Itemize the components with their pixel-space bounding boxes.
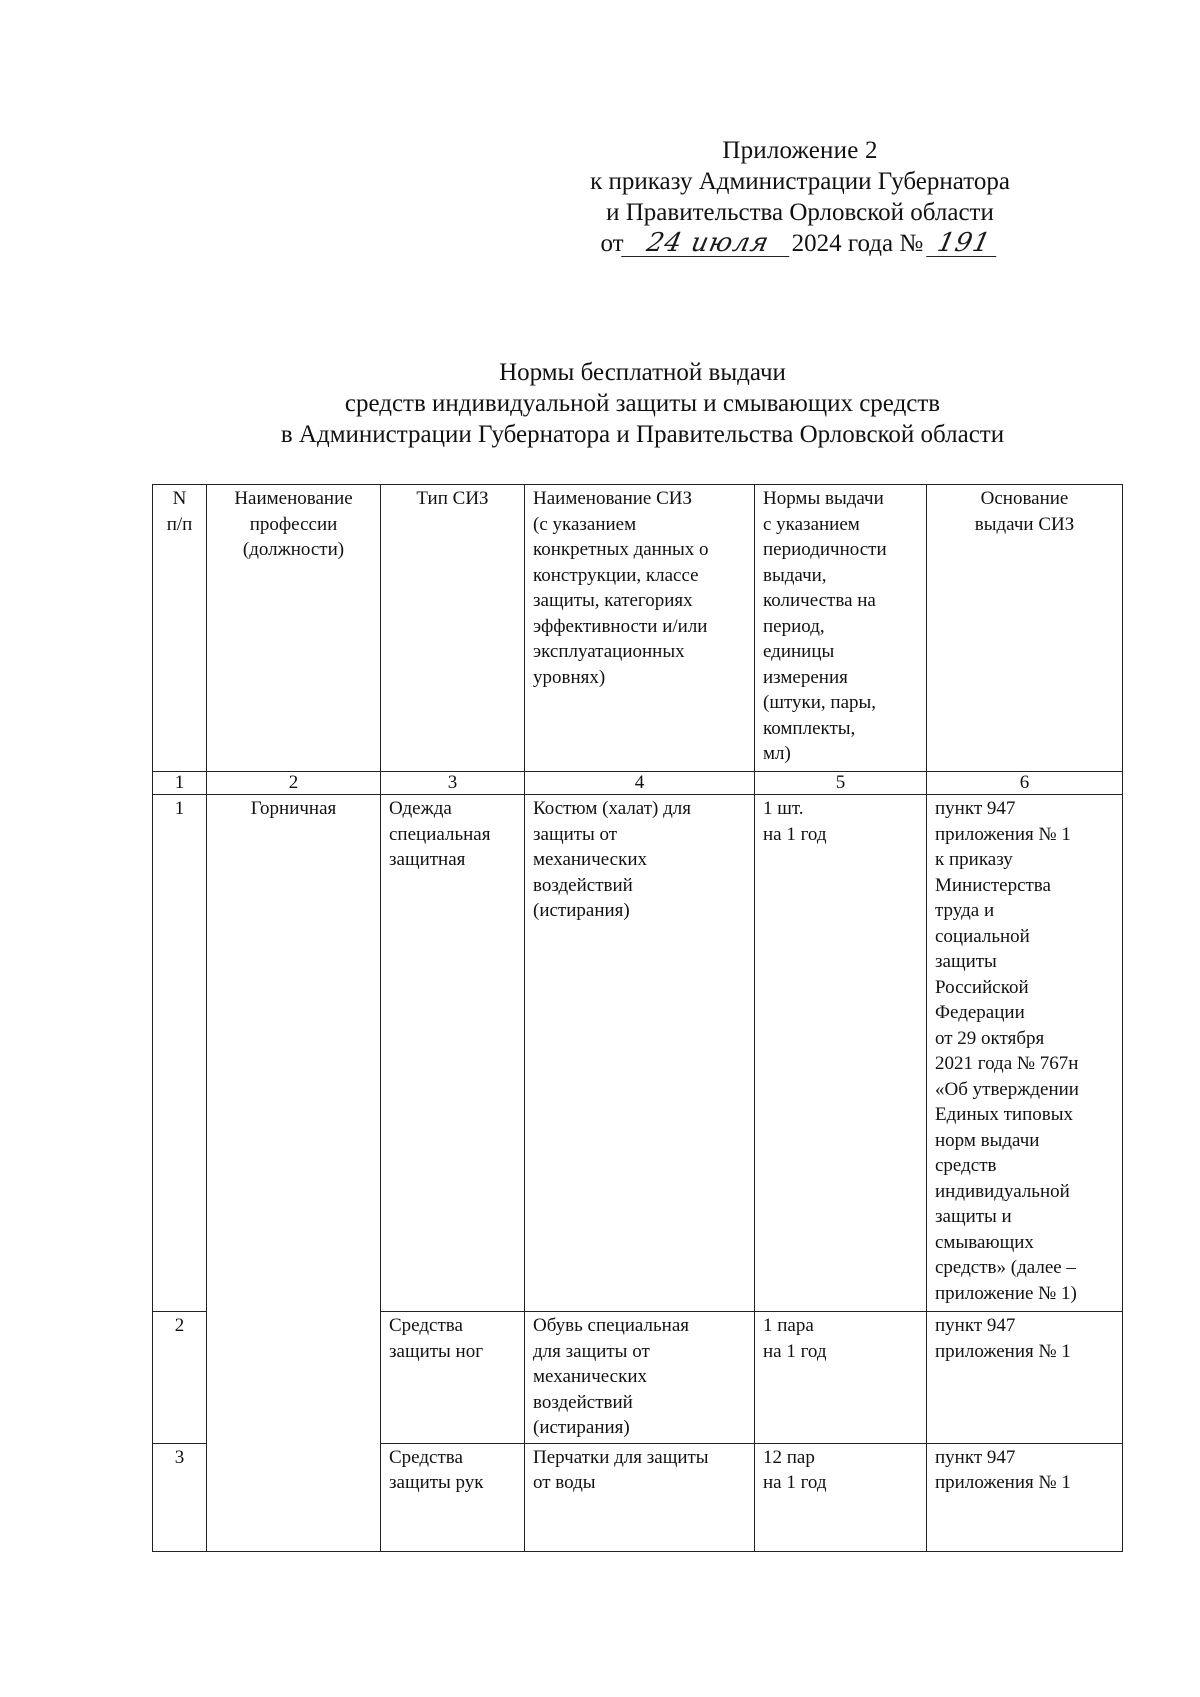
ppe-type-cell: Средства защиты ног [381, 1312, 525, 1444]
header-issue-norms: Нормы выдачи с указанием периодичности выдачи, количества на период, единицы измерения (штуки, пары, комплекты, мл) [755, 485, 927, 772]
table-header-row [153, 485, 1123, 772]
issue-basis-cell: пункт 947 приложения № 1 к приказу Министерства труда и социальной защиты Российской Федерации от 29 октября 2021 года № 767н «Об утверждении Единых типовых норм выдачи средств индивидуальной защиты и смывающих средств» (далее – приложение № 1) [927, 795, 1123, 1312]
column-number: 4 [525, 772, 755, 795]
handwritten-order-number: 191 [927, 230, 1003, 257]
profession-cell: Горничная [207, 795, 381, 1552]
document-title-line-1: Нормы бесплатной выдачи [499, 359, 786, 386]
header-ppe-type: Тип СИЗ [381, 485, 525, 772]
issue-norm-cell: 1 пара на 1 год [755, 1312, 927, 1444]
date-prefix: от [600, 230, 624, 257]
document-title-line-3: в Администрации Губернатора и Правительства Орловской области [280, 421, 1005, 448]
appendix-government-line: и Правительства Орловской области [606, 199, 994, 226]
ppe-type-cell: Одежда специальная защитная [381, 795, 525, 1312]
appendix-order-line: к приказу Администрации Губернатора [590, 168, 1010, 195]
ppe-type-cell: Средства защиты рук [381, 1443, 525, 1551]
column-number: 2 [207, 772, 381, 795]
column-number: 6 [927, 772, 1123, 795]
column-number: 1 [153, 772, 207, 795]
table-row [153, 795, 1123, 1312]
appendix-title: Приложение 2 [722, 137, 878, 164]
row-number: 3 [153, 1443, 207, 1551]
ppe-name-cell: Обувь специальная для защиты от механических воздействий (истирания) [525, 1312, 755, 1444]
header-issue-basis: Основание выдачи СИЗ [927, 485, 1123, 772]
column-number: 3 [381, 772, 525, 795]
year-text: 2024 года № [791, 230, 924, 257]
row-number: 2 [153, 1312, 207, 1444]
document-title-line-2: средств индивидуальной защиты и смывающих средств [344, 390, 941, 417]
ppe-name-cell: Перчатки для защиты от воды [525, 1443, 755, 1551]
issue-norm-cell: 1 шт. на 1 год [755, 795, 927, 1312]
issue-basis-cell: пункт 947 приложения № 1 [927, 1312, 1123, 1444]
column-number-row [153, 772, 1123, 795]
ppe-norms-table [152, 484, 1123, 1552]
handwritten-date: 24 июля [621, 230, 795, 257]
appendix-header [520, 135, 1080, 259]
header-ppe-name: Наименование СИЗ (с указанием конкретных данных о конструкции, классе защиты, категориях эффективности и/или эксплуатационных уровнях) [525, 485, 755, 772]
column-number: 5 [755, 772, 927, 795]
header-number: N п/п [153, 485, 207, 772]
row-number: 1 [153, 795, 207, 1312]
issue-basis-cell: пункт 947 приложения № 1 [927, 1443, 1123, 1551]
ppe-name-cell: Костюм (халат) для защиты от механических воздействий (истирания) [525, 795, 755, 1312]
appendix-date-line [520, 228, 1080, 259]
issue-norm-cell: 12 пар на 1 год [755, 1443, 927, 1551]
document-title [150, 357, 1135, 450]
header-profession: Наименование профессии (должности) [207, 485, 381, 772]
